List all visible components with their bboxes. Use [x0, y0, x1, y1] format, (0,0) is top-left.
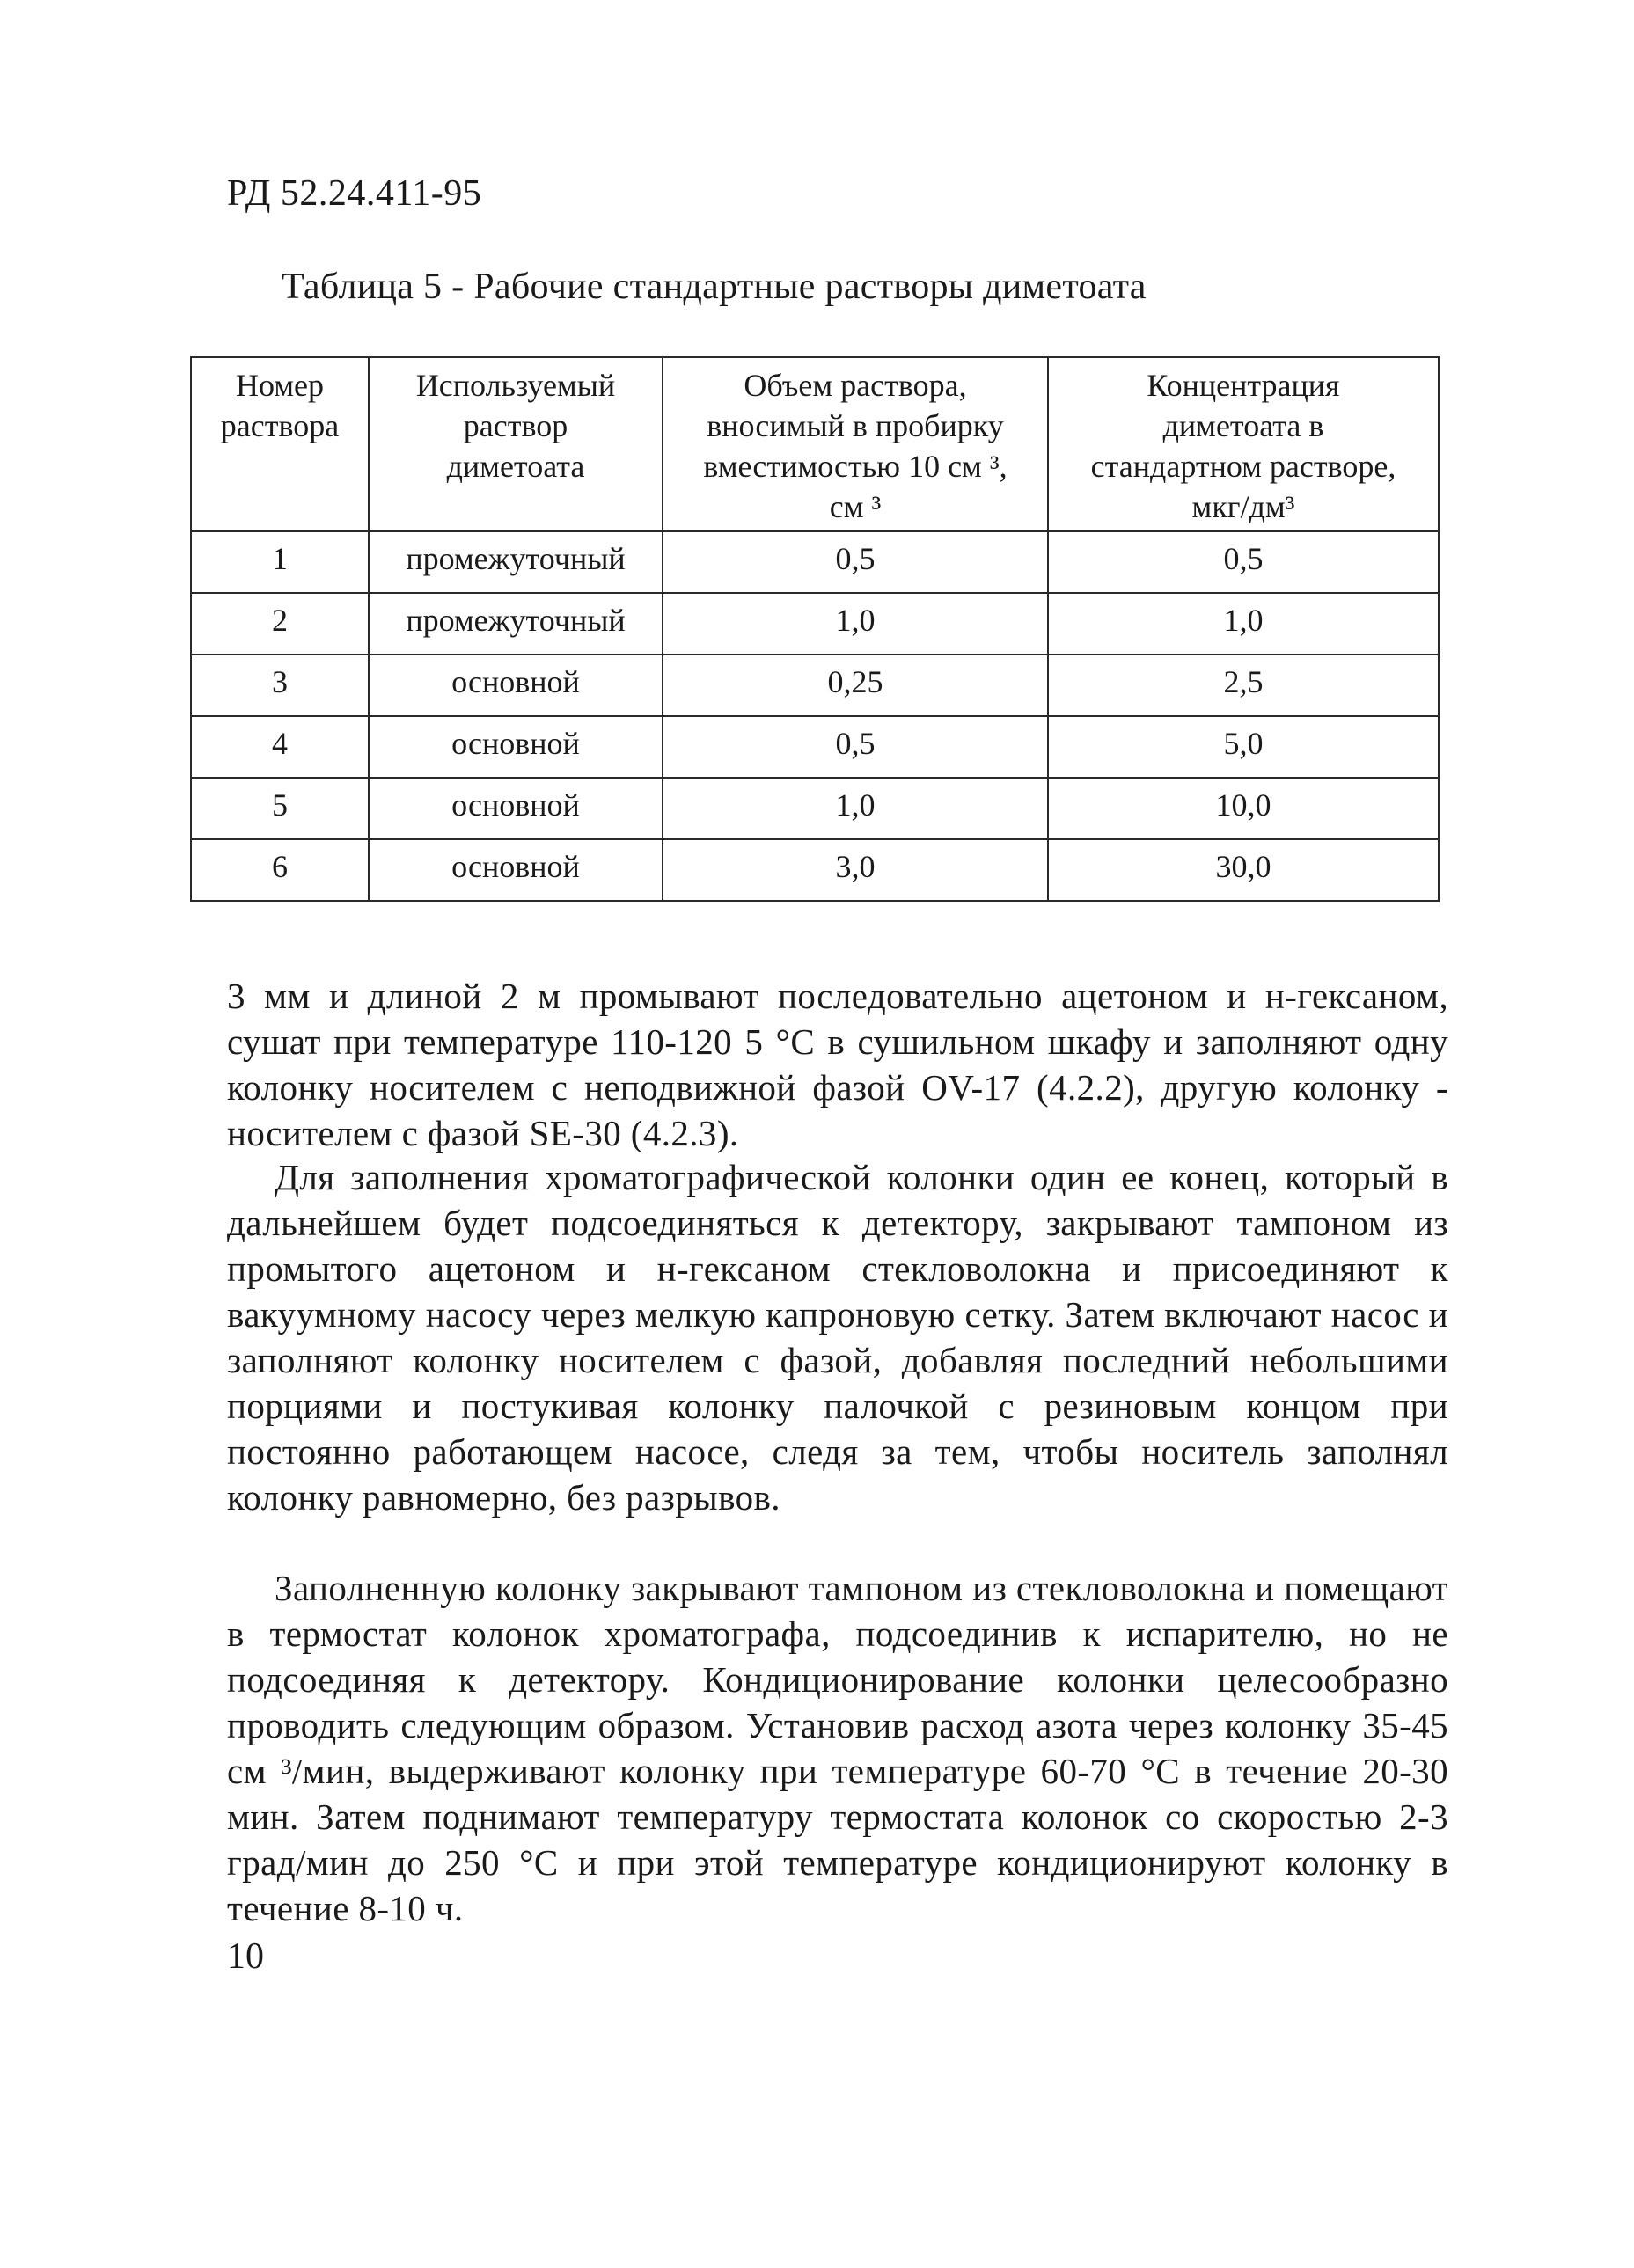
header-line: мкг/дм³ [1191, 489, 1295, 524]
table-row [191, 778, 1439, 839]
cell-number: 6 [191, 839, 369, 901]
cell-concentration: 0,5 [1048, 531, 1439, 593]
cell-solution: промежуточный [369, 593, 663, 655]
table-row [191, 531, 1439, 593]
standard-solutions-table [190, 356, 1440, 902]
column-header-concentration [1048, 357, 1439, 531]
cell-solution: промежуточный [369, 531, 663, 593]
cell-number: 1 [191, 531, 369, 593]
paragraph-column-filling: Для заполнения хроматографической колонки один ее конец, который в дальнейшем будет подсоединяться к детектору, закрывают тампоном из промытого ацетоном и н-гексаном стекловолокна и присоединяют к вакуумному насосу через мелкую капроновую сетку. Затем включают насос и заполняют колонку носителем с фазой, добавляя последний небольшими порциями и постукивая колонку палочкой с резиновым концом при постоянно работающем насосе, следя за тем, чтобы носитель заполнял колонку равномерно, без разрывов. [227, 1157, 1448, 1518]
header-line: Концентрация [1147, 368, 1340, 403]
header-line: диметоата [446, 449, 585, 484]
cell-volume: 1,0 [663, 593, 1048, 655]
table-row [191, 593, 1439, 655]
cell-number: 5 [191, 778, 369, 839]
table-row [191, 839, 1439, 901]
column-header-number [191, 357, 369, 531]
cell-concentration: 10,0 [1048, 778, 1439, 839]
cell-volume: 0,5 [663, 716, 1048, 778]
header-line: раствор [463, 408, 568, 443]
column-header-solution [369, 357, 663, 531]
paragraph-column-prep: 3 мм и длиной 2 м промывают последовательно ацетоном и н-гексаном, сушат при температуре 110-120 5 °С в сушильном шкафу и заполняют одну колонку носителем с неподвижной фазой OV-17 (4.2.2), другую колонку - носителем с фазой SE-30 (4.2.3). [227, 976, 1448, 1153]
header-line: Используемый [415, 368, 616, 403]
cell-volume: 1,0 [663, 778, 1048, 839]
header-line: раствора [220, 408, 340, 443]
header-line: диметоата в [1162, 408, 1324, 443]
cell-solution: основной [369, 839, 663, 901]
cell-concentration: 1,0 [1048, 593, 1439, 655]
document-code: РД 52.24.411-95 [227, 173, 482, 214]
cell-solution: основной [369, 716, 663, 778]
page-number: 10 [227, 1936, 264, 1977]
table-header-row [191, 357, 1439, 531]
column-header-volume [663, 357, 1048, 531]
cell-number: 4 [191, 716, 369, 778]
cell-number: 2 [191, 593, 369, 655]
cell-concentration: 2,5 [1048, 655, 1439, 716]
header-line: вносимый в пробирку [707, 408, 1004, 443]
cell-volume: 3,0 [663, 839, 1048, 901]
header-line: вместимостью 10 см ³, [703, 449, 1008, 484]
cell-number: 3 [191, 655, 369, 716]
header-line: Объем раствора, [744, 368, 967, 403]
header-line: Номер [235, 368, 325, 403]
cell-concentration: 5,0 [1048, 716, 1439, 778]
cell-solution: основной [369, 655, 663, 716]
table-row [191, 655, 1439, 716]
cell-volume: 0,25 [663, 655, 1048, 716]
cell-volume: 0,5 [663, 531, 1048, 593]
table-row [191, 716, 1439, 778]
header-line: стандартном растворе, [1090, 449, 1396, 484]
cell-solution: основной [369, 778, 663, 839]
table-caption: Таблица 5 - Рабочие стандартные растворы диметоата [282, 267, 1147, 307]
header-line: см ³ [829, 489, 882, 524]
cell-concentration: 30,0 [1048, 839, 1439, 901]
paragraph-column-conditioning: Заполненную колонку закрывают тампоном из стекловолокна и помещают в термостат колонок хроматографа, подсоединив к испарителю, но не подсоединяя к детектору. Кондиционирование колонки целесообразно проводить следующим образом. Установив расход азота через колонку 35-45 см ³/мин, выдерживают колонку при температуре 60-70 °С в течение 20-30 мин. Затем поднимают температуру термостата колонок со скоростью 2-3 град/мин до 250 °С и при этой температуре кондиционируют колонку в течение 8-10 ч. [227, 1568, 1448, 1928]
